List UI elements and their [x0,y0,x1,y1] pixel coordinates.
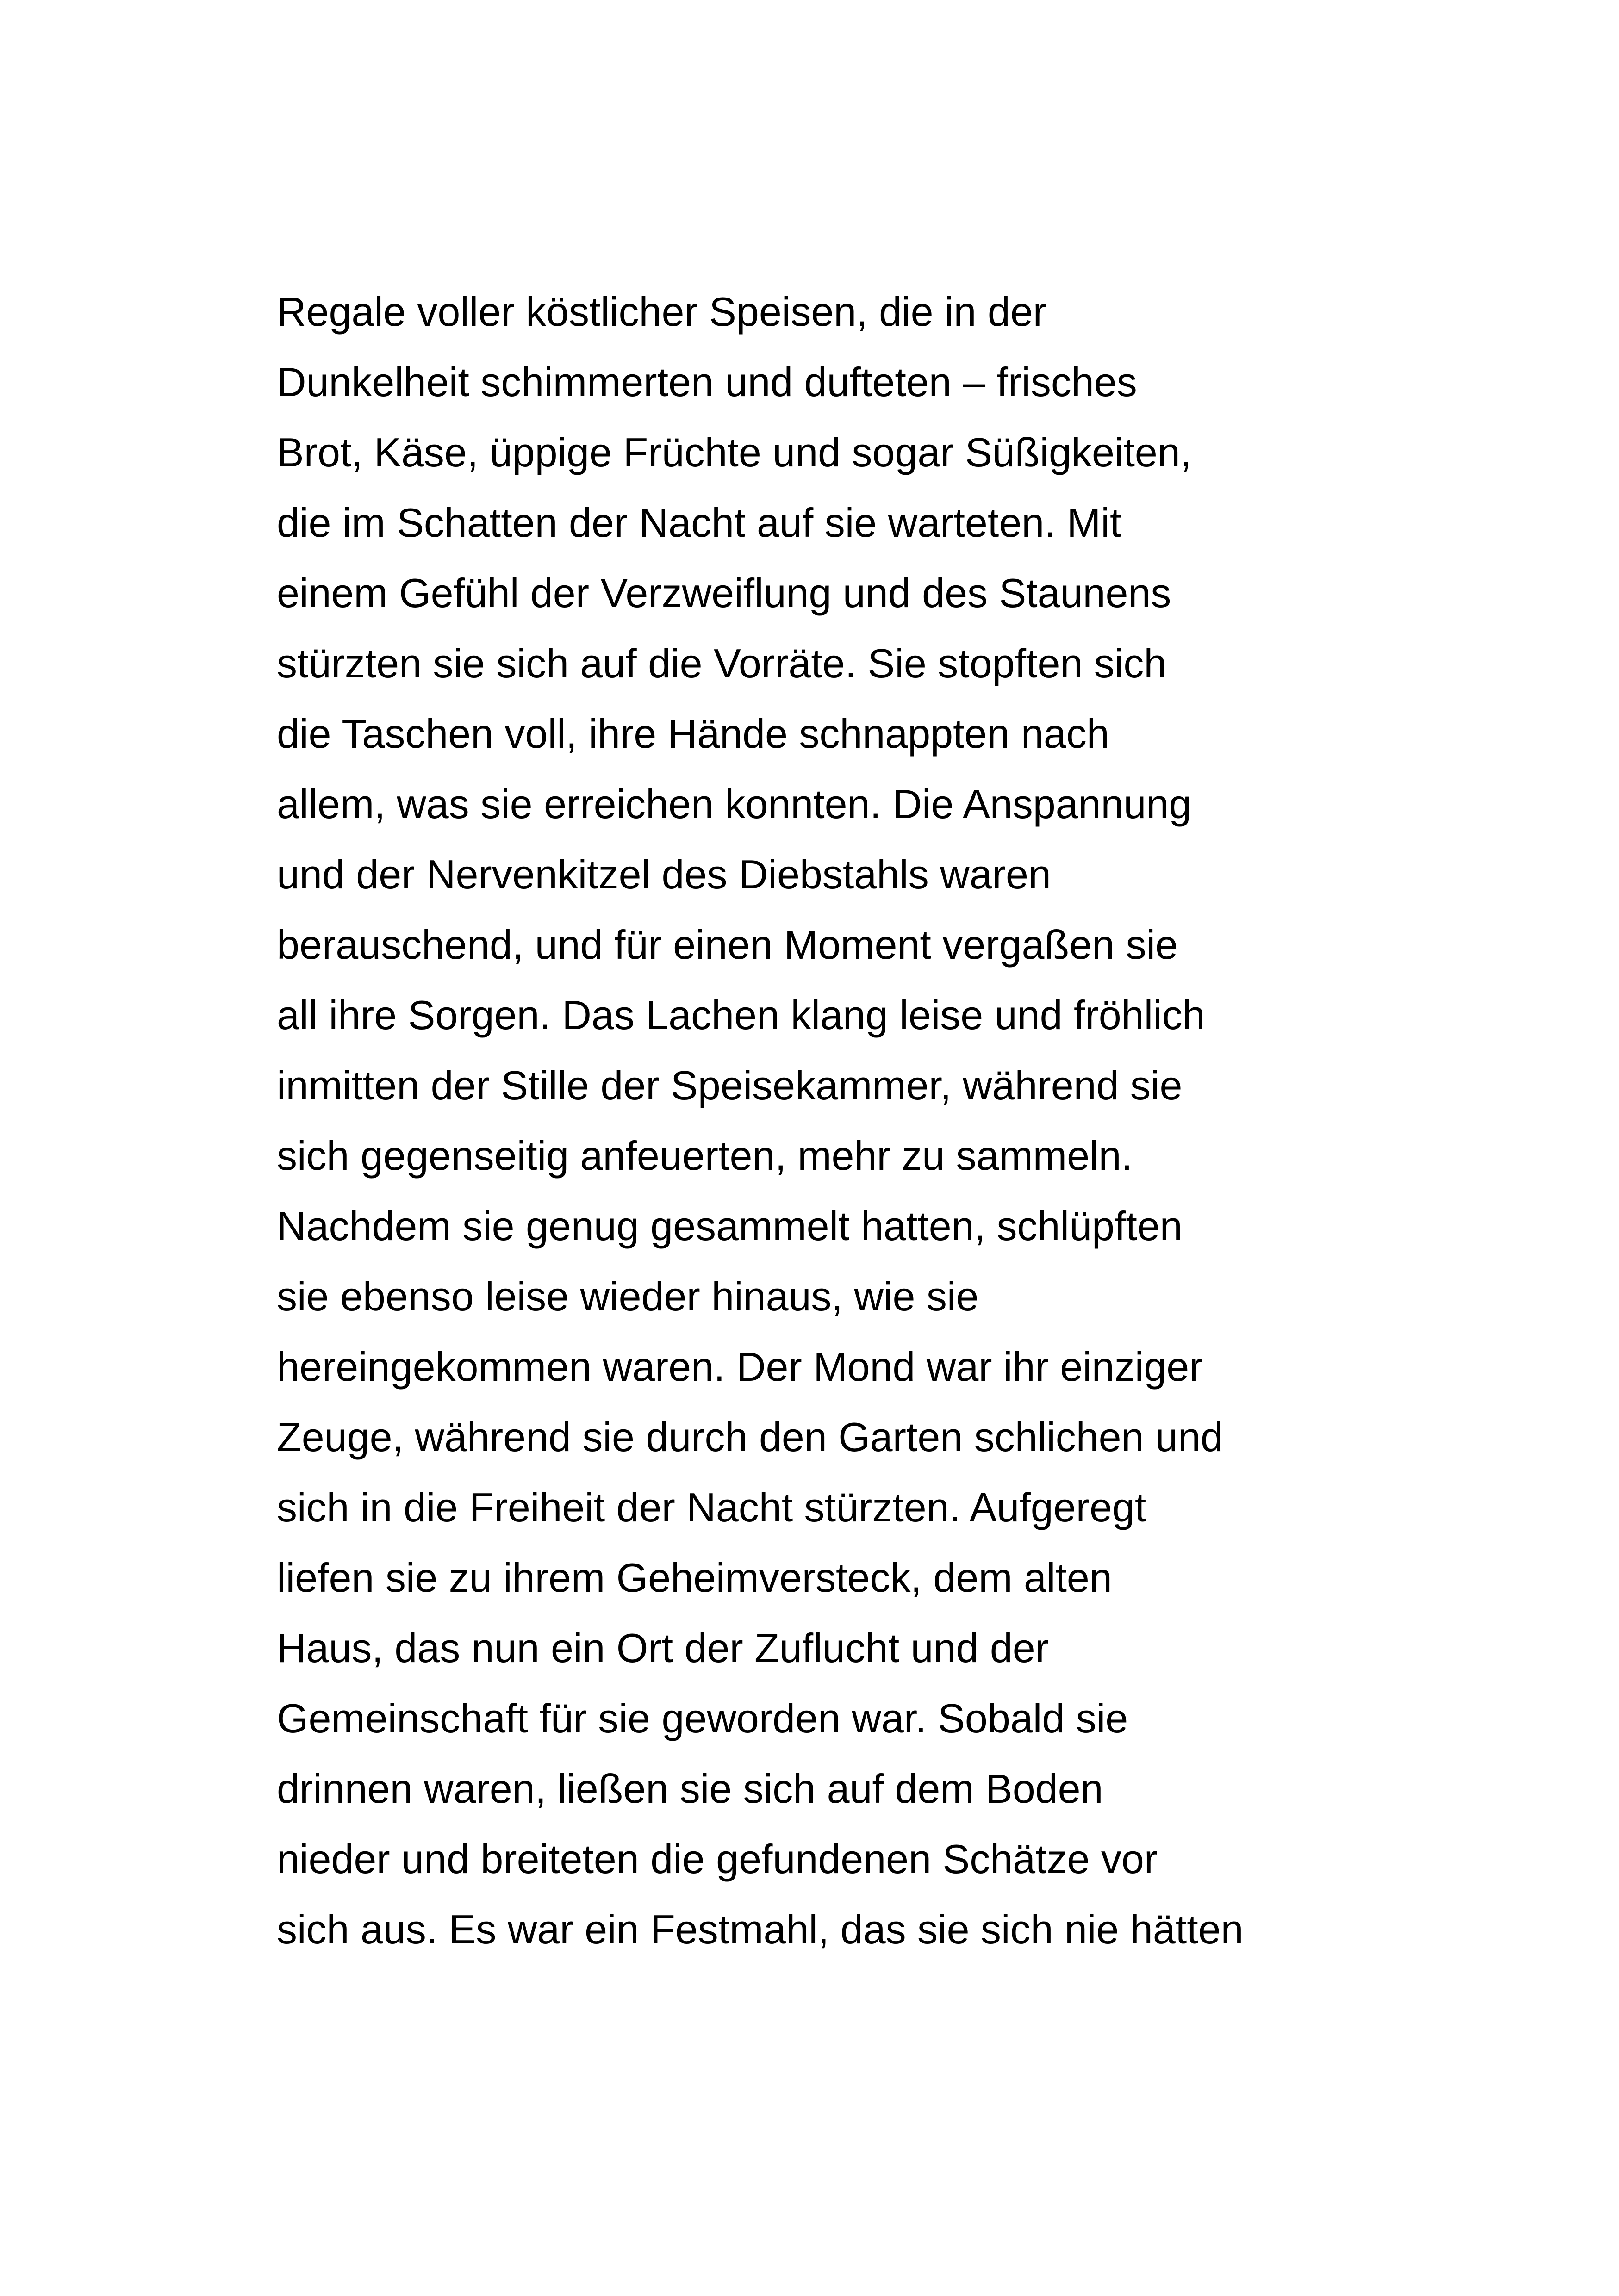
text-line: berauschend, und für einen Moment vergaßen sie [277,922,1178,968]
text-line: hereingekommen waren. Der Mond war ihr einziger [277,1344,1203,1390]
text-line: Nachdem sie genug gesammelt hatten, schlüpften [277,1203,1183,1249]
text-line: Regale voller köstlicher Speisen, die in der [277,289,1047,335]
text-line: sich aus. Es war ein Festmahl, das sie sich nie hätten [277,1906,1244,1952]
text-line: nieder und breiteten die gefundenen Schätze vor [277,1836,1158,1882]
text-line: Zeuge, während sie durch den Garten schlichen und [277,1414,1223,1460]
body-text [277,277,1388,1965]
text-line: inmitten der Stille der Speisekammer, während sie [277,1062,1183,1108]
text-line: Brot, Käse, üppige Früchte und sogar Süßigkeiten, [277,429,1192,475]
text-line: sich gegenseitig anfeuerten, mehr zu sammeln. [277,1133,1133,1179]
text-line: Dunkelheit schimmerten und dufteten – frisches [277,359,1137,405]
text-line: liefen sie zu ihrem Geheimversteck, dem alten [277,1555,1112,1601]
text-line: die Taschen voll, ihre Hände schnappten nach [277,711,1109,757]
text-line: die im Schatten der Nacht auf sie warteten. Mit [277,500,1121,546]
text-line: einem Gefühl der Verzweiflung und des Staunens [277,570,1171,616]
text-line: drinnen waren, ließen sie sich auf dem Boden [277,1766,1103,1812]
text-line: allem, was sie erreichen konnten. Die Anspannung [277,781,1192,827]
text-line: stürzten sie sich auf die Vorräte. Sie stopften sich [277,640,1167,686]
text-line: sie ebenso leise wieder hinaus, wie sie [277,1273,979,1319]
text-line: sich in die Freiheit der Nacht stürzten. Aufgeregt [277,1484,1146,1530]
text-line: Haus, das nun ein Ort der Zuflucht und der [277,1625,1049,1671]
text-line: Gemeinschaft für sie geworden war. Sobald sie [277,1695,1128,1741]
text-line: all ihre Sorgen. Das Lachen klang leise und fröhlich [277,992,1205,1038]
text-line: und der Nervenkitzel des Diebstahls waren [277,851,1051,897]
